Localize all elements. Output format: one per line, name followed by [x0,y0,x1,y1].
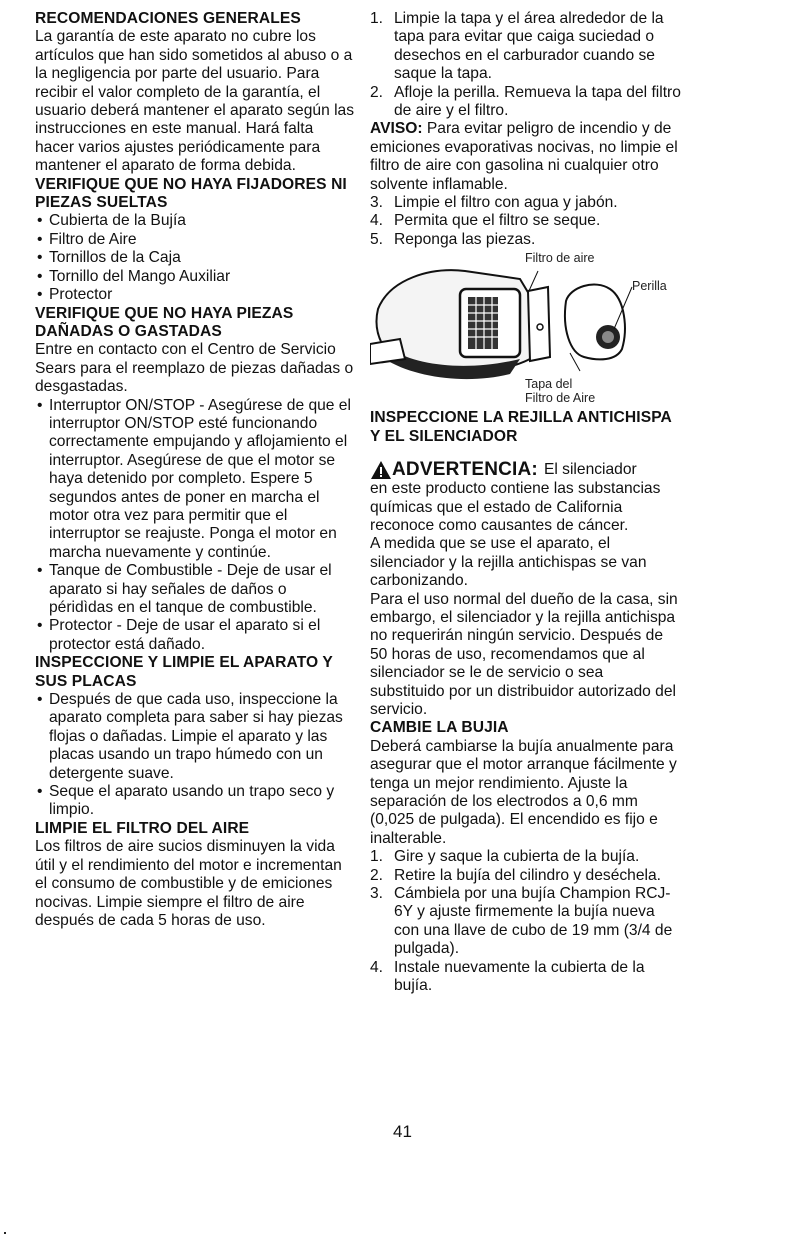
paragraph-rejilla-2: A medida que se use el aparato, el silenciador y la rejilla antichispas se van carbonizando. [370,535,647,590]
list-item: • Después de que cada uso, inspeccione la aparato completa para saber si hay piezas flojas o dañadas. Limpie el aparato y las placas usando un trapo húmedo con un detergente suave. [35,691,355,783]
list-item: • Filtro de Aire [35,231,355,249]
step-text: Permita que el filtro se seque. [394,212,601,230]
left-column [35,10,355,930]
heading-fijadores: VERIFIQUE QUE NO HAYA FIJADORES NI PIEZAS SUELTAS [35,175,347,212]
heading-filtro-aire: LIMPIE EL FILTRO DEL AIRE [35,819,250,837]
warning-text-start: El silenciador [543,460,637,478]
step-item [370,84,682,121]
aviso-paragraph [370,120,682,194]
right-column [370,10,682,995]
paragraph-filtro-aire: Los filtros de aire sucios disminuyen la vida útil y el rendimiento del motor e incrementan el consumo de combustible y de emiciones nocivas. Limpie siempre el filtro de aire después de cada 5 horas de uso. [35,838,342,929]
label-filtro-aire: Filtro de aire [525,251,595,266]
list-inspeccione [35,691,355,820]
step-item [370,848,682,866]
air-filter-figure [370,249,682,409]
step-text: Gire y saque la cubierta de la bujía. [394,848,640,866]
page-number: 41 [393,1122,412,1141]
step-item [370,194,682,212]
paragraph-bujia: Deberá cambiarse la bujía anualmente para asegurar que el motor arranque fácilmente y tenga un mejor rendimiento. Ajuste la separación de los electrodos a 0,6 mm (0,025 de pulgada). El encendido es fijo e inalterable. [370,737,677,847]
warning-heading: ADVERTENCIA: [392,458,538,480]
aviso-label: AVISO: [370,120,423,138]
heading-recomendaciones: RECOMENDACIONES GENERALES [35,10,301,27]
list-item: • Tornillos de la Caja [35,249,355,267]
step-item [370,212,682,230]
step-text: Instale nuevamente la cubierta de la bujía. [394,958,645,995]
steps-filtro-a [370,10,682,120]
step-text: Retire la bujía del cilindro y deséchela. [394,866,661,884]
paragraph-danadas: Entre en contacto con el Centro de Servicio Sears para el reemplazo de piezas dañadas o desgastadas. [35,341,354,396]
step-text: Afloje la perilla. Remueva la tapa del filtro de aire y el filtro. [394,83,681,120]
heading-inspeccione-aparato: INSPECCIONE Y LIMPIE EL APARATO Y SUS PLACAS [35,654,333,690]
list-item: • Tornillo del Mango Auxiliar [35,268,355,286]
step-number: 4. [370,958,384,976]
step-number: 2. [370,83,384,101]
step-item [370,959,682,996]
list-fijadores [35,212,355,304]
step-text: Cámbiela por una bujía Champion RCJ-6Y y ajuste firmemente la bujía nueva con una llave de cubo de 19 mm (3/4 de pulgada). [394,885,673,958]
heading-bujia: CAMBIE LA BUJIA [370,719,509,737]
paragraph-rejilla-3: Para el uso normal del dueño de la casa, sin embargo, el silenciador y la rejilla antichispa no requerirán ningún servicio. Después de 50 horas de uso, recomendamos que al silenciador se le de servicio o sea substituido por un distribuidor autorizado del servicio. [370,590,678,718]
steps-bujia [370,848,682,995]
list-item: • Interruptor ON/STOP - Asegúrese de que el interruptor ON/STOP esté funcionando correctamente empujando y aflojamiento el interruptor. Asegúrese de que el motor se haya detenido por completo. Espere 5 segundos antes de poner en marcha el motor otra vez para permitir que el interruptor se reajuste. Ponga el motor en marcha nuevamente y continúe. [35,397,355,563]
step-text: Limpie el filtro con agua y jabón. [394,194,618,212]
warning-text-rest: en este producto contiene las substancias químicas que el estado de California reconoce como causantes de cáncer. [370,480,661,534]
warning-triangle-icon [370,460,392,480]
step-item [370,867,682,885]
knob-inner [602,331,614,343]
corner-mark [4,1232,6,1234]
list-item: • Cubierta de la Bujía [35,212,355,230]
steps-filtro-b [370,194,682,249]
list-item: • Protector [35,286,355,304]
paragraph-recomendaciones: La garantía de este aparato no cubre los artículos que han sido sometidos al abuso o a la negligencia por parte del usuario. Para recibir el valor completo de la garantía, el usuario deberá mantener el aparato según las instrucciones en este manual. Hará falta hacer varios ajustes periódicamente para mantener el aparato de forma debida. [35,28,355,175]
step-text: Limpie la tapa y el área alrededor de la tapa para evitar que caiga suciedad o desechos en el carburador cuando se saque la tapa. [394,10,664,83]
step-number: 1. [370,10,384,27]
warning-row [370,460,682,480]
label-perilla: Perilla [632,279,667,294]
step-item [370,10,682,84]
list-danadas [35,397,355,655]
step-number: 3. [370,194,384,212]
step-item [370,231,682,249]
step-number: 5. [370,230,384,248]
step-number: 1. [370,848,384,866]
label-tapa-filtro: Tapa del Filtro de Aire [525,377,596,406]
step-item [370,885,682,959]
aviso-text: Para evitar peligro de incendio y de emiciones evaporativas nocivas, no limpie el filtro de aire con gasolina ni cualquier otro solvente inflamable. [370,120,678,193]
step-number: 3. [370,885,384,903]
heading-rejilla: INSPECCIONE LA REJILLA ANTICHISPA Y EL SILENCIADOR [370,409,672,445]
list-item: • Tanque de Combustible - Deje de usar el aparato si hay señales de daños o péridìdas en el tanque de combustible. [35,562,355,617]
list-item: • Protector - Deje de usar el aparato si el protector está dañado. [35,617,355,654]
step-text: Reponga las piezas. [394,230,536,248]
heading-danadas: VERIFIQUE QUE NO HAYA PIEZAS DAÑADAS O GASTADAS [35,304,294,340]
leader-tapa [570,353,580,371]
step-number: 4. [370,212,384,230]
list-item: • Seque el aparato usando un trapo seco y limpio. [35,783,355,820]
engine-shaft [370,339,405,364]
filter-cover [565,285,625,360]
step-number: 2. [370,866,384,884]
